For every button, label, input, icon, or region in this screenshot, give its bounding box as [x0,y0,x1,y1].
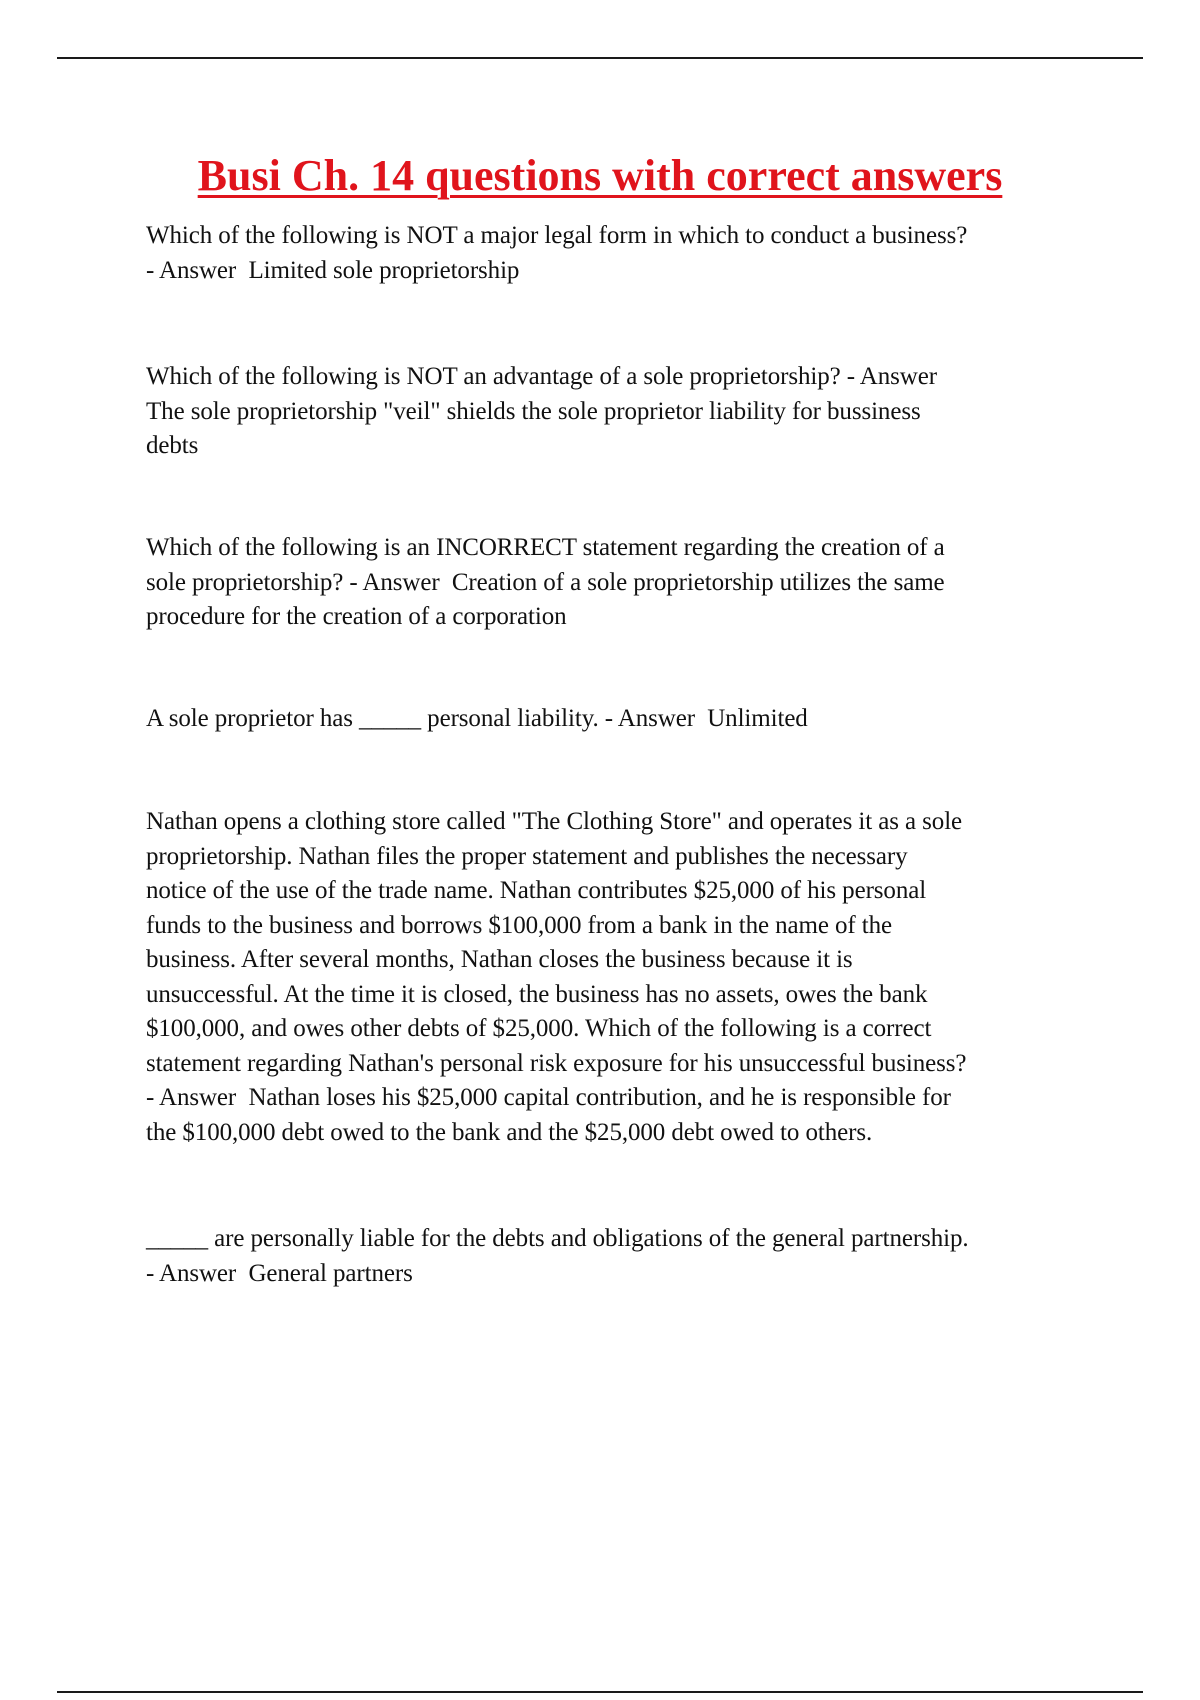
document-title [0,150,1200,202]
qa-item-6: _____ are personally liable for the debts and obligations of the general partnership. - Answer General partners [146,1225,969,1287]
qa-item-1: Which of the following is NOT a major legal form in which to conduct a business? - Answer Limited sole proprietorship [146,222,968,284]
qa-item-3: Which of the following is an INCORRECT statement regarding the creation of a sole proprietorship? - Answer Creation of a sole proprietorship utilizes the same procedure for the creation of a corporation [146,534,945,630]
bottom-rule [57,1691,1143,1693]
top-rule [57,57,1143,59]
qa-item-2: Which of the following is NOT an advantage of a sole proprietorship? - Answer The sole proprietorship "veil" shields the sole proprietor liability for bussiness debts [146,363,937,459]
document-title-text: Busi Ch. 14 questions with correct answers [197,151,1003,200]
qa-item-4: A sole proprietor has _____ personal liability. - Answer Unlimited [146,705,808,732]
qa-item-5: Nathan opens a clothing store called "The Clothing Store" and operates it as a sole proprietorship. Nathan files the proper statement and publishes the necessary notice of the use of the trade name. Nathan contributes $25,000 of his personal funds to the business and borrows $100,000 from a bank in the name of the business. After several months, Nathan closes the business because it is unsuccessful. At the time it is closed, the business has no assets, owes the bank $100,000, and owes other debts of $25,000. Which of the following is a correct statement regarding Nathan's personal risk exposure for his unsuccessful business? - Answer Nathan loses his $25,000 capital contribution, and he is responsible for the $100,000 debt owed to the bank and the $25,000 debt owed to others. [146,808,967,1146]
